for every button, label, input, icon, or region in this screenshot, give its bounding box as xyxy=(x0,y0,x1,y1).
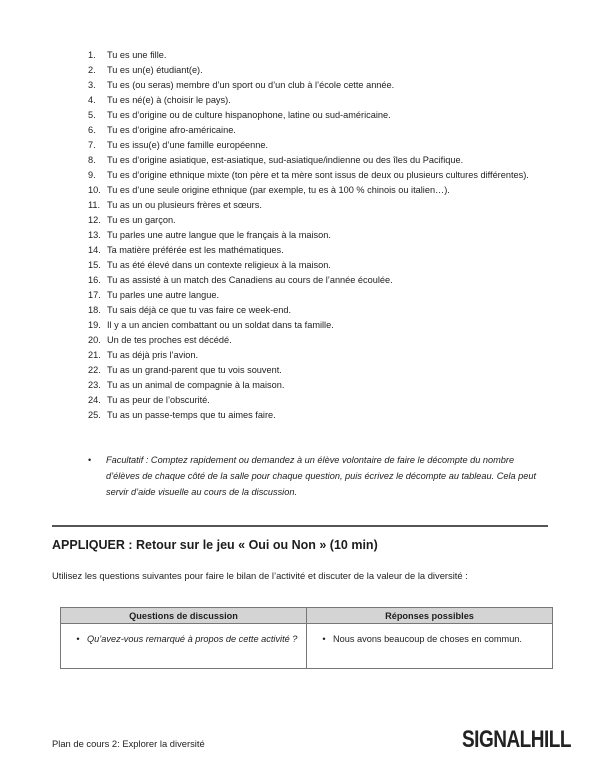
list-item: 17. Tu parles une autre langue. xyxy=(88,290,220,300)
signalhill-logo: SIGNALHILL xyxy=(462,727,571,754)
list-item: 23. Tu as un animal de compagnie à la maison. xyxy=(88,380,285,390)
bullet-icon: • xyxy=(76,634,80,644)
table-cell xyxy=(61,624,307,669)
bullet-icon: • xyxy=(322,634,326,644)
column-header: Réponses possibles xyxy=(307,608,553,624)
possible-answer: Nous avons beaucoup de choses en commun. xyxy=(333,634,522,644)
list-item: 1. Tu es une fille. xyxy=(88,50,167,60)
list-item: 16. Tu as assisté à un match des Canadiens au cours de l’année écoulée. xyxy=(88,275,393,285)
list-item: 19. Il y a un ancien combattant ou un soldat dans ta famille. xyxy=(88,320,334,330)
list-item: 3. Tu es (ou seras) membre d’un sport ou d’un club à l’école cette année. xyxy=(88,80,395,90)
list-item: 5. Tu es d’origine ou de culture hispanophone, latine ou sud-américaine. xyxy=(88,110,391,120)
list-item: 20. Un de tes proches est décédé. xyxy=(88,335,232,345)
list-item: 18. Tu sais déjà ce que tu vas faire ce week-end. xyxy=(88,305,292,315)
list-item: 14. Ta matière préférée est les mathématiques. xyxy=(88,245,284,255)
optional-note xyxy=(88,452,548,500)
list-item: 13. Tu parles une autre langue que le français à la maison. xyxy=(88,230,331,240)
list-item: 9. Tu es d’origine ethnique mixte (ton père et ta mère sont issus de deux ou plusieurs cultures différentes). xyxy=(88,170,529,180)
list-item: 10. Tu es d’une seule origine ethnique (par exemple, tu es à 100 % chinois ou italien…). xyxy=(88,185,450,195)
table-header-row xyxy=(61,608,553,624)
list-item: 6. Tu es d’origine afro-américaine. xyxy=(88,125,236,135)
list-item: 25. Tu as un passe-temps que tu aimes faire. xyxy=(88,410,276,420)
list-item: 21. Tu as déjà pris l’avion. xyxy=(88,350,199,360)
list-item: 8. Tu es d’origine asiatique, est-asiatique, sud-asiatique/indienne ou des îles du Pacifique. xyxy=(88,155,464,165)
footer-title: Plan de cours 2: Explorer la diversité xyxy=(52,738,205,749)
section-intro: Utilisez les questions suivantes pour faire le bilan de l’activité et discuter de la valeur de la diversité : xyxy=(52,570,468,581)
table-cell xyxy=(307,624,553,669)
list-item: 2. Tu es un(e) étudiant(e). xyxy=(88,65,203,75)
discussion-question: Qu’avez-vous remarqué à propos de cette activité ? xyxy=(87,634,298,644)
section-title: APPLIQUER : Retour sur le jeu « Oui ou Non » (10 min) xyxy=(52,538,378,552)
list-item: 12. Tu es un garçon. xyxy=(88,215,176,225)
list-item: 11. Tu as un ou plusieurs frères et sœurs. xyxy=(88,200,262,210)
statement-list xyxy=(88,48,558,423)
note-text: Facultatif : Comptez rapidement ou demandez à un élève volontaire de faire le décompte du nombre d’élèves de chaque côté de la salle pour chaque question, puis écrivez le décompte au tableau. Cela peut servir d’aide visuelle au cours de la discussion. xyxy=(106,455,537,497)
section-divider xyxy=(52,525,548,527)
column-header: Questions de discussion xyxy=(61,608,307,624)
list-item: 24. Tu as peur de l’obscurité. xyxy=(88,395,210,405)
table-row xyxy=(61,624,553,669)
bullet-icon: • xyxy=(88,455,92,465)
list-item: 7. Tu es issu(e) d’une famille européenne. xyxy=(88,140,269,150)
discussion-table xyxy=(60,607,553,669)
list-item: 4. Tu es né(e) à (choisir le pays). xyxy=(88,95,231,105)
list-item: 22. Tu as un grand-parent que tu vois souvent. xyxy=(88,365,282,375)
list-item: 15. Tu as été élevé dans un contexte religieux à la maison. xyxy=(88,260,331,270)
